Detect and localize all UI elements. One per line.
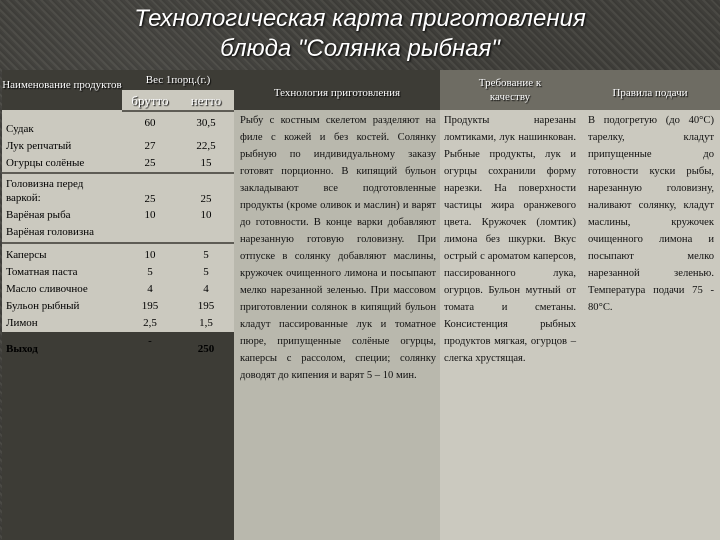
header-netto: нетто [190, 93, 222, 108]
header-brutto: брутто [131, 93, 169, 108]
header-requirements: Требование к качеству [478, 77, 542, 103]
product-name: Варёная головизна [6, 226, 94, 238]
output-brutto: - [148, 335, 152, 347]
weight-subheader-divider [122, 110, 234, 112]
netto-value: 25 [200, 193, 212, 205]
brutto-value: 195 [141, 300, 159, 312]
output-netto: 250 [197, 343, 215, 355]
netto-value: 1,5 [199, 317, 213, 329]
title-line-1: Технологическая карта приготовления [134, 5, 586, 32]
brutto-value: 10 [144, 249, 156, 261]
output-label: Выход [6, 343, 38, 355]
requirements-text: Продукты нарезаны ломтиками, лук нашинкован. Рыбные продукты, лук и огурцы сохранили форму нарезки. На поверхности частицы жира оранжевого цвета. Кружочек (ломтик) лимона без шкурки. Вкус острый с ароматом каперсов, пассированного лука, огурцов. Бульон мутный от томата и сметаны. Консистенция рыбных продуктов мягкая, огурцов – слегка хрустящая. [444, 115, 576, 364]
brutto-value: 25 [144, 157, 156, 169]
header-weight: Вес 1порц.(г.) [145, 74, 211, 86]
product-name: Каперсы [6, 249, 47, 261]
netto-value: 195 [197, 300, 215, 312]
header-products: Наименование продуктов [2, 79, 122, 91]
products-column-lower-bg [2, 332, 122, 540]
product-name: Судак [6, 123, 34, 135]
group-divider [2, 242, 234, 244]
brutto-value: 4 [147, 283, 153, 295]
product-name: Лимон [6, 317, 38, 329]
brutto-value: 5 [147, 266, 153, 278]
netto-value: 22,5 [196, 140, 216, 152]
netto-value: 5 [203, 266, 209, 278]
brutto-value: 10 [144, 209, 156, 221]
page-title [0, 0, 720, 68]
netto-value: 30,5 [196, 117, 216, 129]
title-line-2: блюда "Солянка рыбная" [220, 35, 500, 62]
brutto-value: 60 [144, 117, 156, 129]
product-name: Огурцы солёные [6, 157, 85, 169]
weight-column-lower-bg [122, 332, 234, 540]
netto-value: 4 [203, 283, 209, 295]
brutto-value: 27 [144, 140, 156, 152]
header-serving: Правила подачи [612, 87, 688, 99]
product-name: Бульон рыбный [6, 300, 80, 312]
brutto-value: 2,5 [143, 317, 157, 329]
product-name: Томатная паста [6, 266, 78, 278]
product-name: Варёная рыба [6, 209, 71, 221]
product-name: Масло сливочное [6, 283, 88, 295]
technology-text: Рыбу с костным скелетом разделяют на филе с кожей и без костей. Солянку рыбную по индивидуальному заказу готовят порционно. В кипящий бульон закладывают все подготовленные продукты (кроме оливок и маслин) и варят до готовности. В конце варки добавляют нарезанную готовую головизну. При отпуске в солянку добавляют маслины, кружочек очищенного лимона и посыпают мелко нарезанной зеленью. При массовом приготовлении солянок в кипящий бульон кладут пассированные лук и томатное пюре, припущенные солёные огурцы, каперсы с рассолом, специи; солянку доводят до кипения и варят 5 – 10 мин. [240, 115, 436, 381]
netto-value: 10 [200, 209, 212, 221]
netto-value: 5 [203, 249, 209, 261]
serving-text: В подогретую (до 40°С) тарелку, кладут припущенные до готовности куски рыбы, нарезанную головизну, наливают солянку, кладут маслины, кружочек очищенного лимона и посыпают мелко нарезанной зеленью. Температура подачи 75 - 80°С. [588, 115, 714, 313]
product-name: Головизна перед варкой: [6, 178, 84, 204]
brutto-value: 25 [144, 193, 156, 205]
product-name: Лук репчатый [6, 140, 72, 152]
netto-value: 15 [200, 157, 212, 169]
group-divider [2, 172, 234, 174]
header-technology: Технология приготовления [273, 87, 401, 99]
